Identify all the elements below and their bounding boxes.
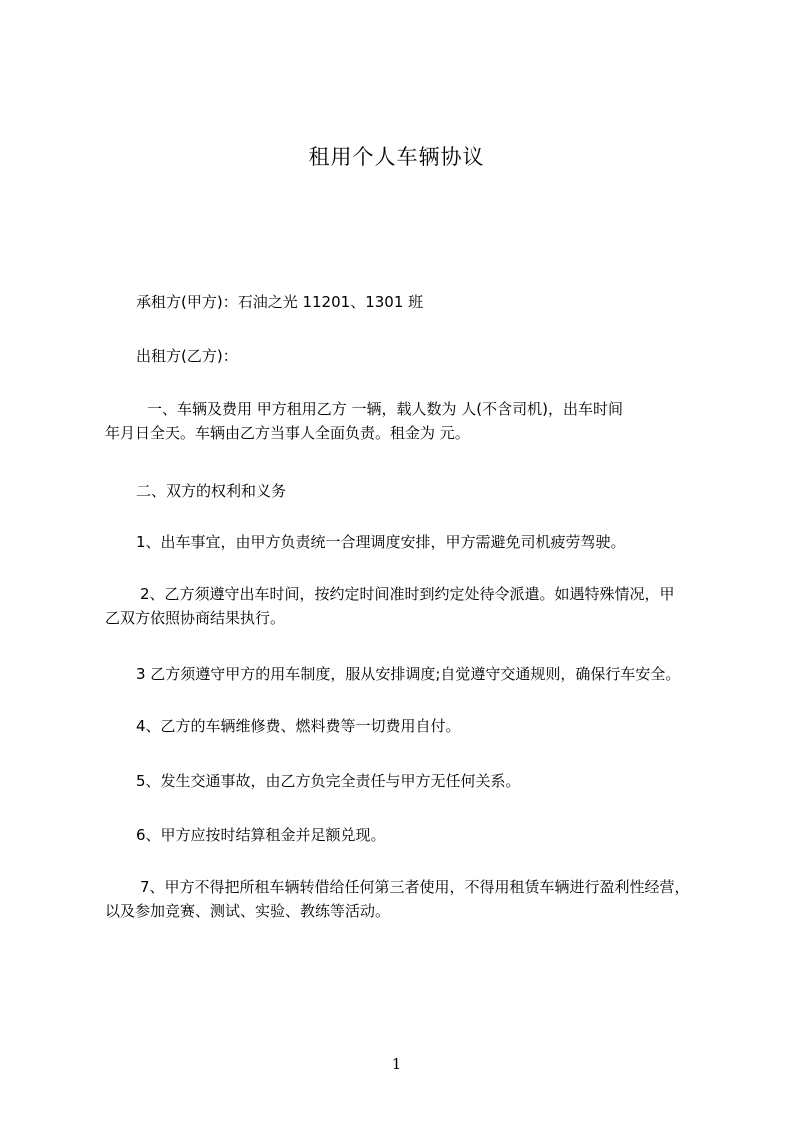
clause-item-2-line-1: 2、乙方须遵守出车时间，按约定时间准时到约定处待令派遣。如遇特殊情况，甲 [140,585,675,603]
clause-item-2 [105,582,675,630]
clause-item-6: 6、甲方应按时结算租金并足额兑现。 [136,826,386,844]
clause-item-7-line-1: 7、甲方不得把所租车辆转借给任何第三者使用，不得用租赁车辆进行盈利性经营， [140,878,690,896]
clause-item-1: 1、出车事宜，由甲方负责统一合理调度安排，甲方需避免司机疲劳驾驶。 [136,533,626,551]
document-title: 租用个人车辆协议 [308,145,485,169]
clause-vehicle-line-2: 年月日全天。车辆由乙方当事人全面负责。租金为 元。 [105,424,470,442]
lessee-line: 承租方(甲方)：石油之光 11201、1301 班 [136,293,424,311]
clause-vehicle-line-1: 一、车辆及费用 甲方租用乙方 一辆，载人数为 人(不含司机)，出车时间 [147,400,624,418]
clause-rights-heading: 二、双方的权利和义务 [136,482,287,500]
lessor-line: 出租方(乙方)： [136,347,238,365]
clause-item-7 [105,875,690,923]
clause-item-5: 5、发生交通事故，由乙方负完全责任与甲方无任何关系。 [136,772,521,790]
clause-vehicle-and-fees [105,397,623,445]
clause-item-4: 4、乙方的车辆维修费、燃料费等一切费用自付。 [136,717,461,735]
clause-item-3: 3 乙方须遵守甲方的用车制度，服从安排调度;自觉遵守交通规则，确保行车安全。 [136,665,681,683]
clause-item-2-line-2: 乙双方依照协商结果执行。 [105,609,286,627]
page-number: 1 [391,1055,402,1073]
clause-item-7-line-2: 以及参加竞赛、测试、实验、教练等活动。 [105,902,391,920]
